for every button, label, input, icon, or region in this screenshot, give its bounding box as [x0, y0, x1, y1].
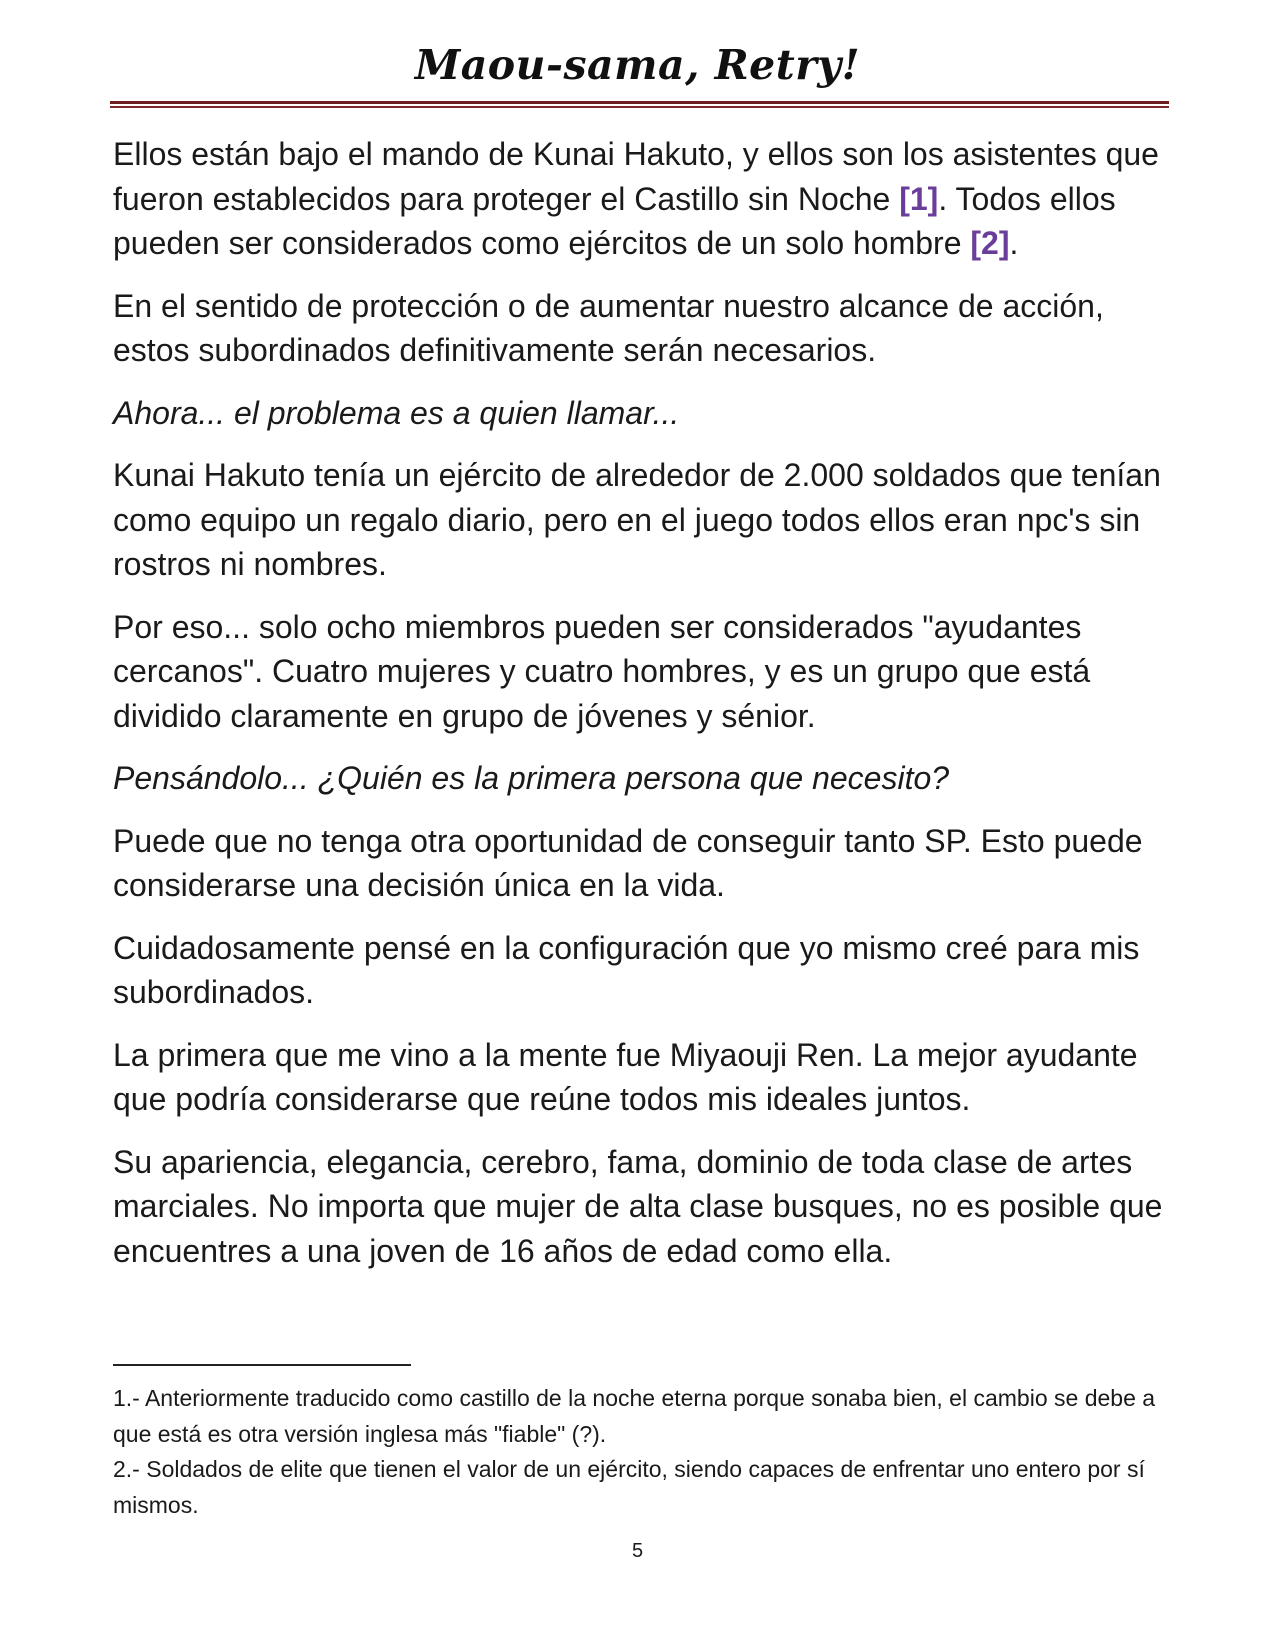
footnote-2: 2.- Soldados de elite que tienen el valor de un ejército, siendo capaces de enfrentar uno entero por sí mismos. — [113, 1456, 1145, 1518]
header-rule-thick — [110, 101, 1169, 104]
footnote-ref-1[interactable]: [1] — [899, 180, 939, 217]
paragraph-8: Cuidadosamente pensé en la configuración que yo mismo creé para mis subordinados. — [113, 929, 1140, 1010]
paragraph-9: La primera que me vino a la mente fue Miyaouji Ren. La mejor ayudante que podría considerarse que reúne todos mis ideales juntos. — [113, 1036, 1138, 1117]
header-rule-thin — [110, 106, 1169, 108]
page-number: 5 — [631, 1540, 644, 1562]
body-text — [113, 132, 1173, 1291]
paragraph-1-text-a: Ellos están bajo el mando de Kunai Hakuto, y ellos son los asistentes que fueron establecidos para proteger el Castillo sin Noche — [113, 136, 1159, 217]
paragraph-3-thought: Ahora... el problema es a quien llamar... — [113, 394, 680, 431]
paragraph-2: En el sentido de protección o de aumentar nuestro alcance de acción, estos subordinados definitivamente serán necesarios. — [113, 287, 1104, 368]
footnote-ref-2[interactable]: [2] — [970, 225, 1010, 261]
paragraph-5: Por eso... solo ocho miembros pueden ser considerados "ayudantes cercanos". Cuatro mujeres y cuatro hombres, y es un grupo que está dividido claramente en grupo de jóvenes y sénior. — [113, 608, 1091, 734]
paragraph-10: Su apariencia, elegancia, cerebro, fama, dominio de toda clase de artes marciales. No importa que mujer de alta clase busques, no es posible que encuentres a una joven de 16 años de edad como ella. — [113, 1143, 1163, 1269]
paragraph-6-thought: Pensándolo... ¿Quién es la primera persona que necesito? — [113, 760, 950, 796]
footnotes — [113, 1381, 1173, 1523]
paragraph-1-text-c: . — [1009, 225, 1019, 261]
paragraph-4: Kunai Hakuto tenía un ejército de alrededor de 2.000 soldados que tenían como equipo un regalo diario, pero en el juego todos ellos eran npc's sin rostros ni nombres. — [113, 457, 1161, 582]
page-header-title: Maou-sama, Retry! — [414, 41, 861, 89]
footnote-1: 1.- Anteriormente traducido como castillo de la noche eterna porque sonaba bien, el cambio se debe a que está es otra versión inglesa más "fiable" (?). — [113, 1385, 1156, 1447]
paragraph-1-text-b: . Todos ellos pueden ser considerados como ejércitos de un solo hombre — [113, 180, 1116, 261]
paragraph-1 — [113, 132, 1173, 266]
footnote-separator — [113, 1364, 411, 1366]
paragraph-7: Puede que no tenga otra oportunidad de conseguir tanto SP. Esto puede considerarse una decisión única en la vida. — [113, 822, 1143, 903]
